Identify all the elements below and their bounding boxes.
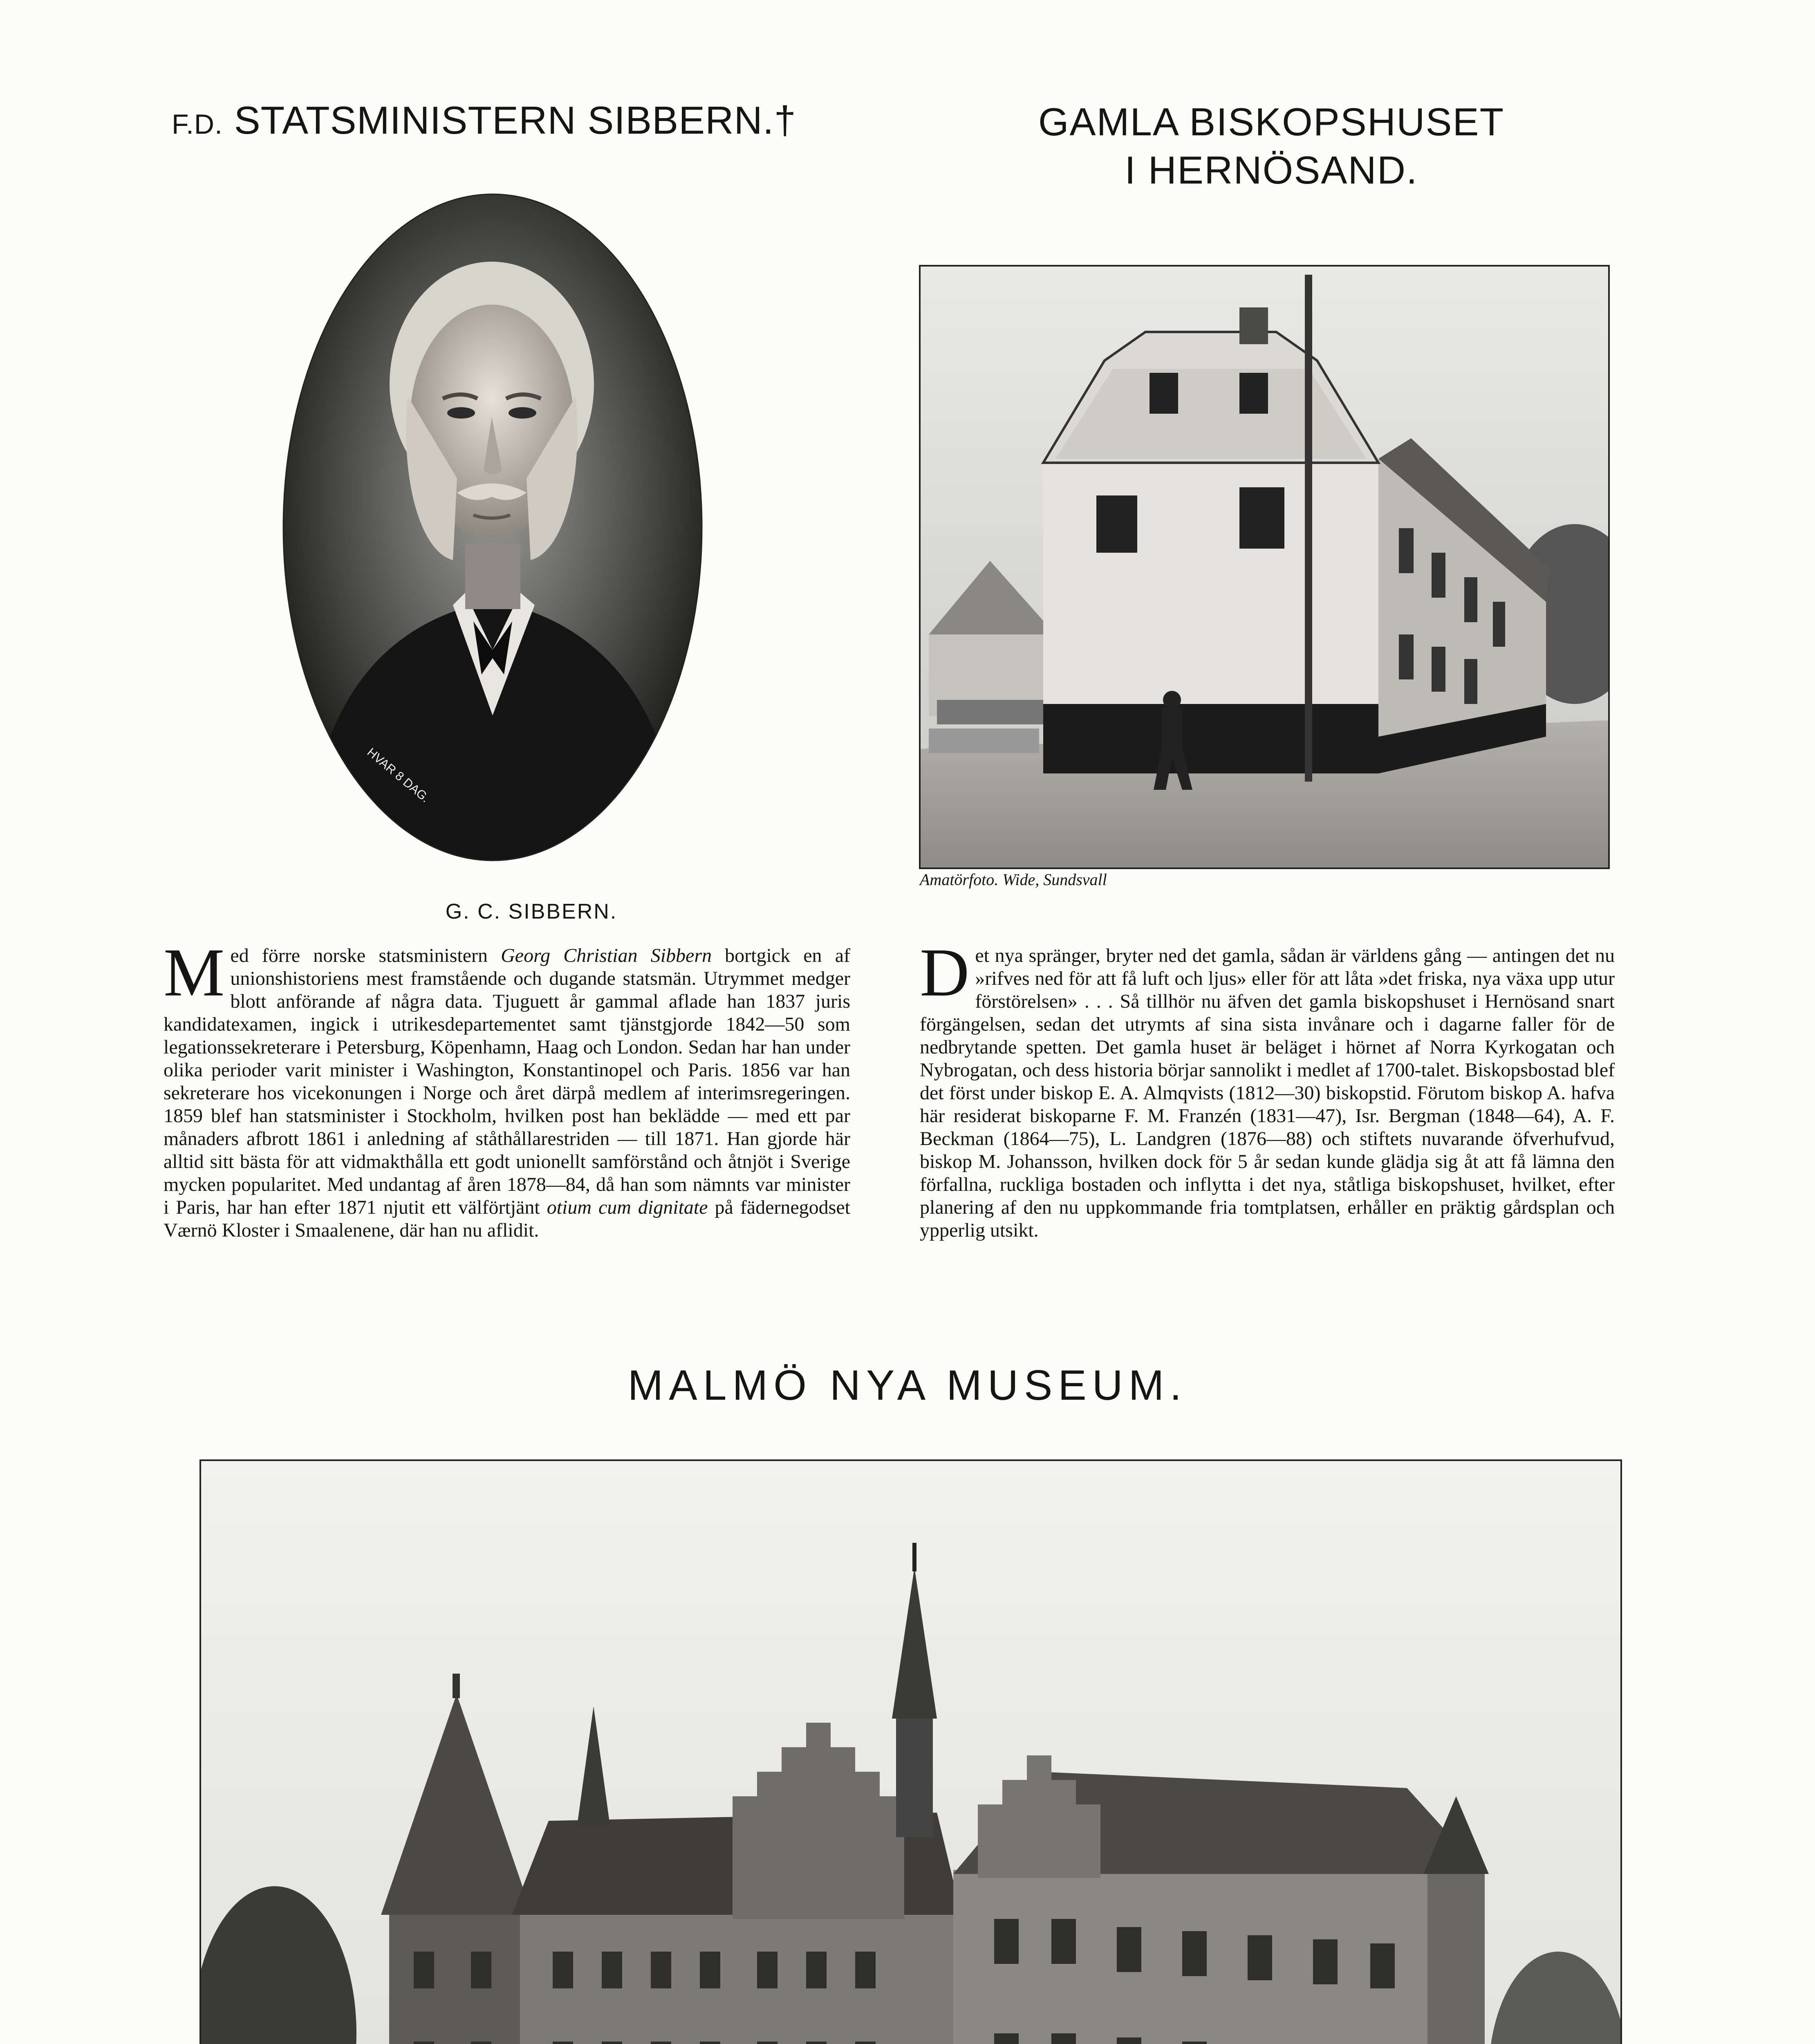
sibbern-title-prefix: F.D. bbox=[172, 109, 223, 140]
bishop-dropcap: D bbox=[920, 935, 970, 1011]
portrait-signature: HVAR 8 DAG. bbox=[364, 745, 432, 805]
bishop-house-photo bbox=[919, 265, 1610, 869]
museum-photo bbox=[199, 1459, 1622, 2044]
sibbern-article-body bbox=[164, 935, 850, 1242]
sibbern-body-start: ed förre norske statsministern bbox=[230, 945, 501, 966]
sibbern-title-main: STATSMINISTERN SIBBERN. bbox=[234, 99, 774, 142]
bishop-photo-credit: Amatörfoto. Wide, Sundsvall bbox=[920, 870, 1107, 889]
cross-symbol: † bbox=[774, 99, 796, 142]
sibbern-title bbox=[172, 98, 916, 143]
sibbern-body-end: på fädernegodset Værnö Kloster i Smaalenene, där han nu aflidit. bbox=[164, 1197, 850, 1241]
bishop-body: et nya spränger, bryter ned det gamla, sådan är världens gång — antingen det nu »rifves ned för att få luft och ljus» eller för att låta »det friska, nya växa upp utur förstörelsen» . . . Så tillhör nu äfven det gamla biskopshuset i Hernösand snart förgängelsen, sedan det utrymts af sina sista invånare och i dagarne faller för de nedbrytande spetten. Det gamla huset är beläget i hörnet af Norra Kyrkogatan och Nybrogatan, och dess historia börjar sannolikt i medlet af 1700-talet. Biskopsbostad blef det först under biskop E. A. Almqvists (1812—30) biskopstid. Förutom biskop A. hafva här residerat biskoparne F. M. Franzén (1831—47), Isr. Bergman (1848—64), A. F. Beckman (1864—75), L. Landgren (1876—88) och stiftets nuvarande öfverhufvud, biskop M. Johansson, hvilken dock för 5 år sedan kunde glädja sig åt att få lämna den förfallna, ruckliga bostaden och inflytta i det nya, ståtliga biskopshuset, hvilket, efter planering af den nu uppkommande fria tomtplatsen, erhåller en präktig gårdsplan och ypperlig utsikt. bbox=[920, 945, 1615, 1241]
sibbern-dropcap: M bbox=[164, 935, 225, 1011]
sibbern-body-mid: bortgick en af unionshistoriens mest framstående och dugande statsmän. Utrymmet medger blott anförande af några data. Tjuguett år gammal aflade han 1837 juris kandidatexamen, ingick i utrikesdepartementet samt tjänstgjorde 1842—50 som legationssekreterare i Petersburg, Köpenhamn, Haag och London. Sedan har han under olika perioder varit minister i Washington, Konstantinopel och Paris. 1856 var han sekreterare hos vicekonungen i Norge och året därpå medlem af interimsregeringen. 1859 blef han statsminister i Stockholm, hvilken post han beklädde — med ett par månaders afbrott 1861 i anledning af ståthållarestriden — till 1871. Han gjorde här alltid sitt bästa för att vidmakthålla ett godt unionellt samförstånd och åtnjöt i Sverige mycken popularitet. Med undantag af åren 1878—84, då han som nämnts var minister i Paris, har han efter 1871 njutit ett välförtjänt bbox=[164, 945, 850, 1218]
sibbern-caption: G. C. SIBBERN. bbox=[445, 900, 618, 923]
museum-title: MALMÖ NYA MUSEUM. bbox=[627, 1362, 1188, 1409]
latin-phrase: otium cum dignitate bbox=[547, 1197, 708, 1218]
bishop-house-title bbox=[899, 98, 1643, 195]
sibbern-portrait bbox=[281, 192, 704, 863]
bishop-house-title-line2: I HERNÖSAND. bbox=[1125, 148, 1418, 192]
bishop-house-title-line1: GAMLA BISKOPSHUSET bbox=[1038, 100, 1505, 144]
sibbern-name: Georg Christian Sibbern bbox=[501, 945, 712, 966]
bishop-house-article-body bbox=[920, 935, 1615, 1242]
